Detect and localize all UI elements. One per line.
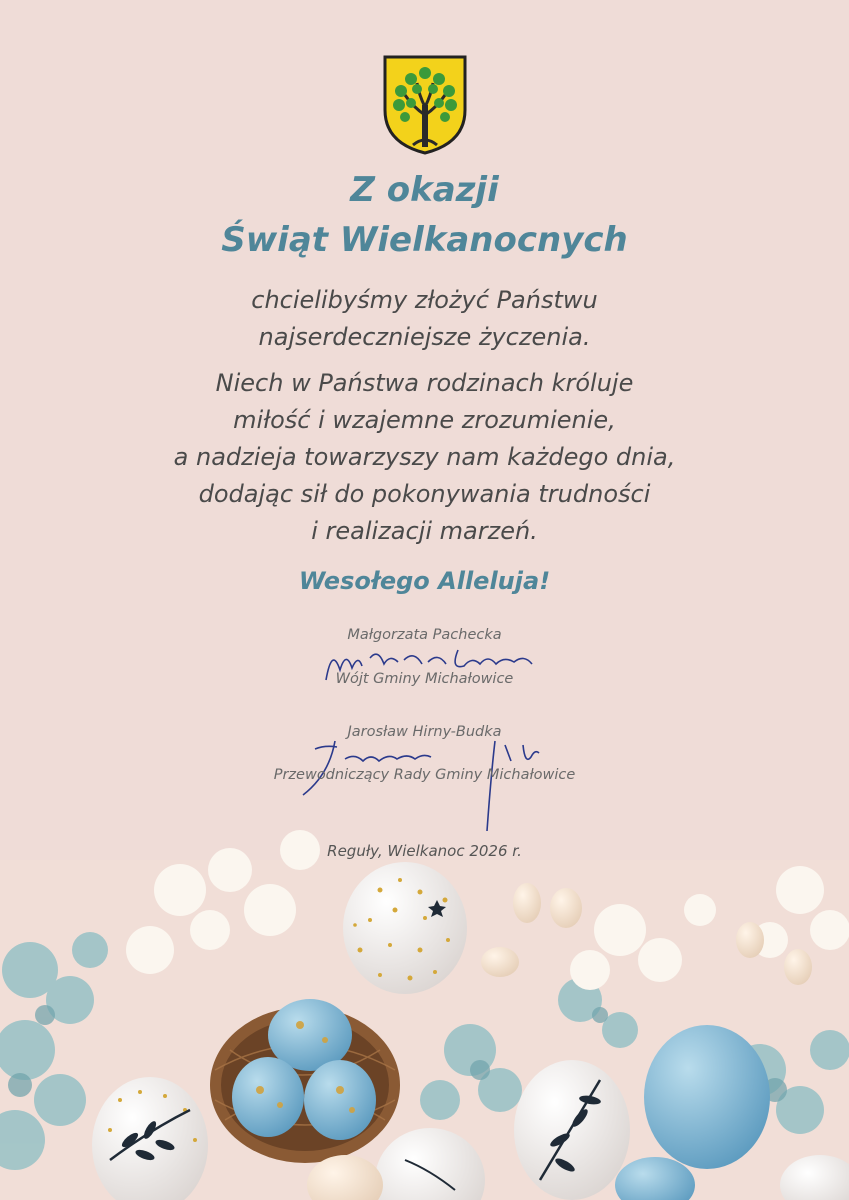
wishes-line: najserdeczniejsze życzenia. bbox=[258, 323, 591, 351]
main-wish-paragraph bbox=[0, 365, 849, 550]
signatory-1-role: Wójt Gminy Michałowice bbox=[335, 671, 514, 687]
signatory-2-name: Jarosław Hirny-Budka bbox=[347, 724, 502, 740]
signatory-1-name: Małgorzata Pachecka bbox=[347, 627, 502, 643]
wish-line: Niech w Państwa rodzinach króluje bbox=[215, 369, 634, 397]
wish-line: a nadzieja towarzyszy nam każdego dnia, bbox=[173, 443, 676, 471]
place-and-date: Reguły, Wielkanoc 2026 r. bbox=[327, 842, 522, 860]
signatory-2-role: Przewodniczący Rady Gminy Michałowice bbox=[273, 767, 576, 783]
wish-line: miłość i wzajemne zrozumienie, bbox=[233, 406, 616, 434]
title-line-2: Świąt Wielkanocnych bbox=[221, 220, 628, 260]
alleluja-wish: Wesołego Alleluja! bbox=[298, 567, 551, 595]
wishes-line: chcielibyśmy złożyć Państwu bbox=[251, 286, 598, 314]
wishes-paragraph bbox=[0, 282, 849, 356]
wish-line: i realizacji marzeń. bbox=[311, 517, 538, 545]
wish-line: dodając sił do pokonywania trudności bbox=[198, 480, 651, 508]
coat-of-arms-icon bbox=[383, 55, 467, 155]
easter-eggs-decoration bbox=[0, 800, 849, 1200]
title-line-1: Z okazji bbox=[350, 170, 499, 210]
